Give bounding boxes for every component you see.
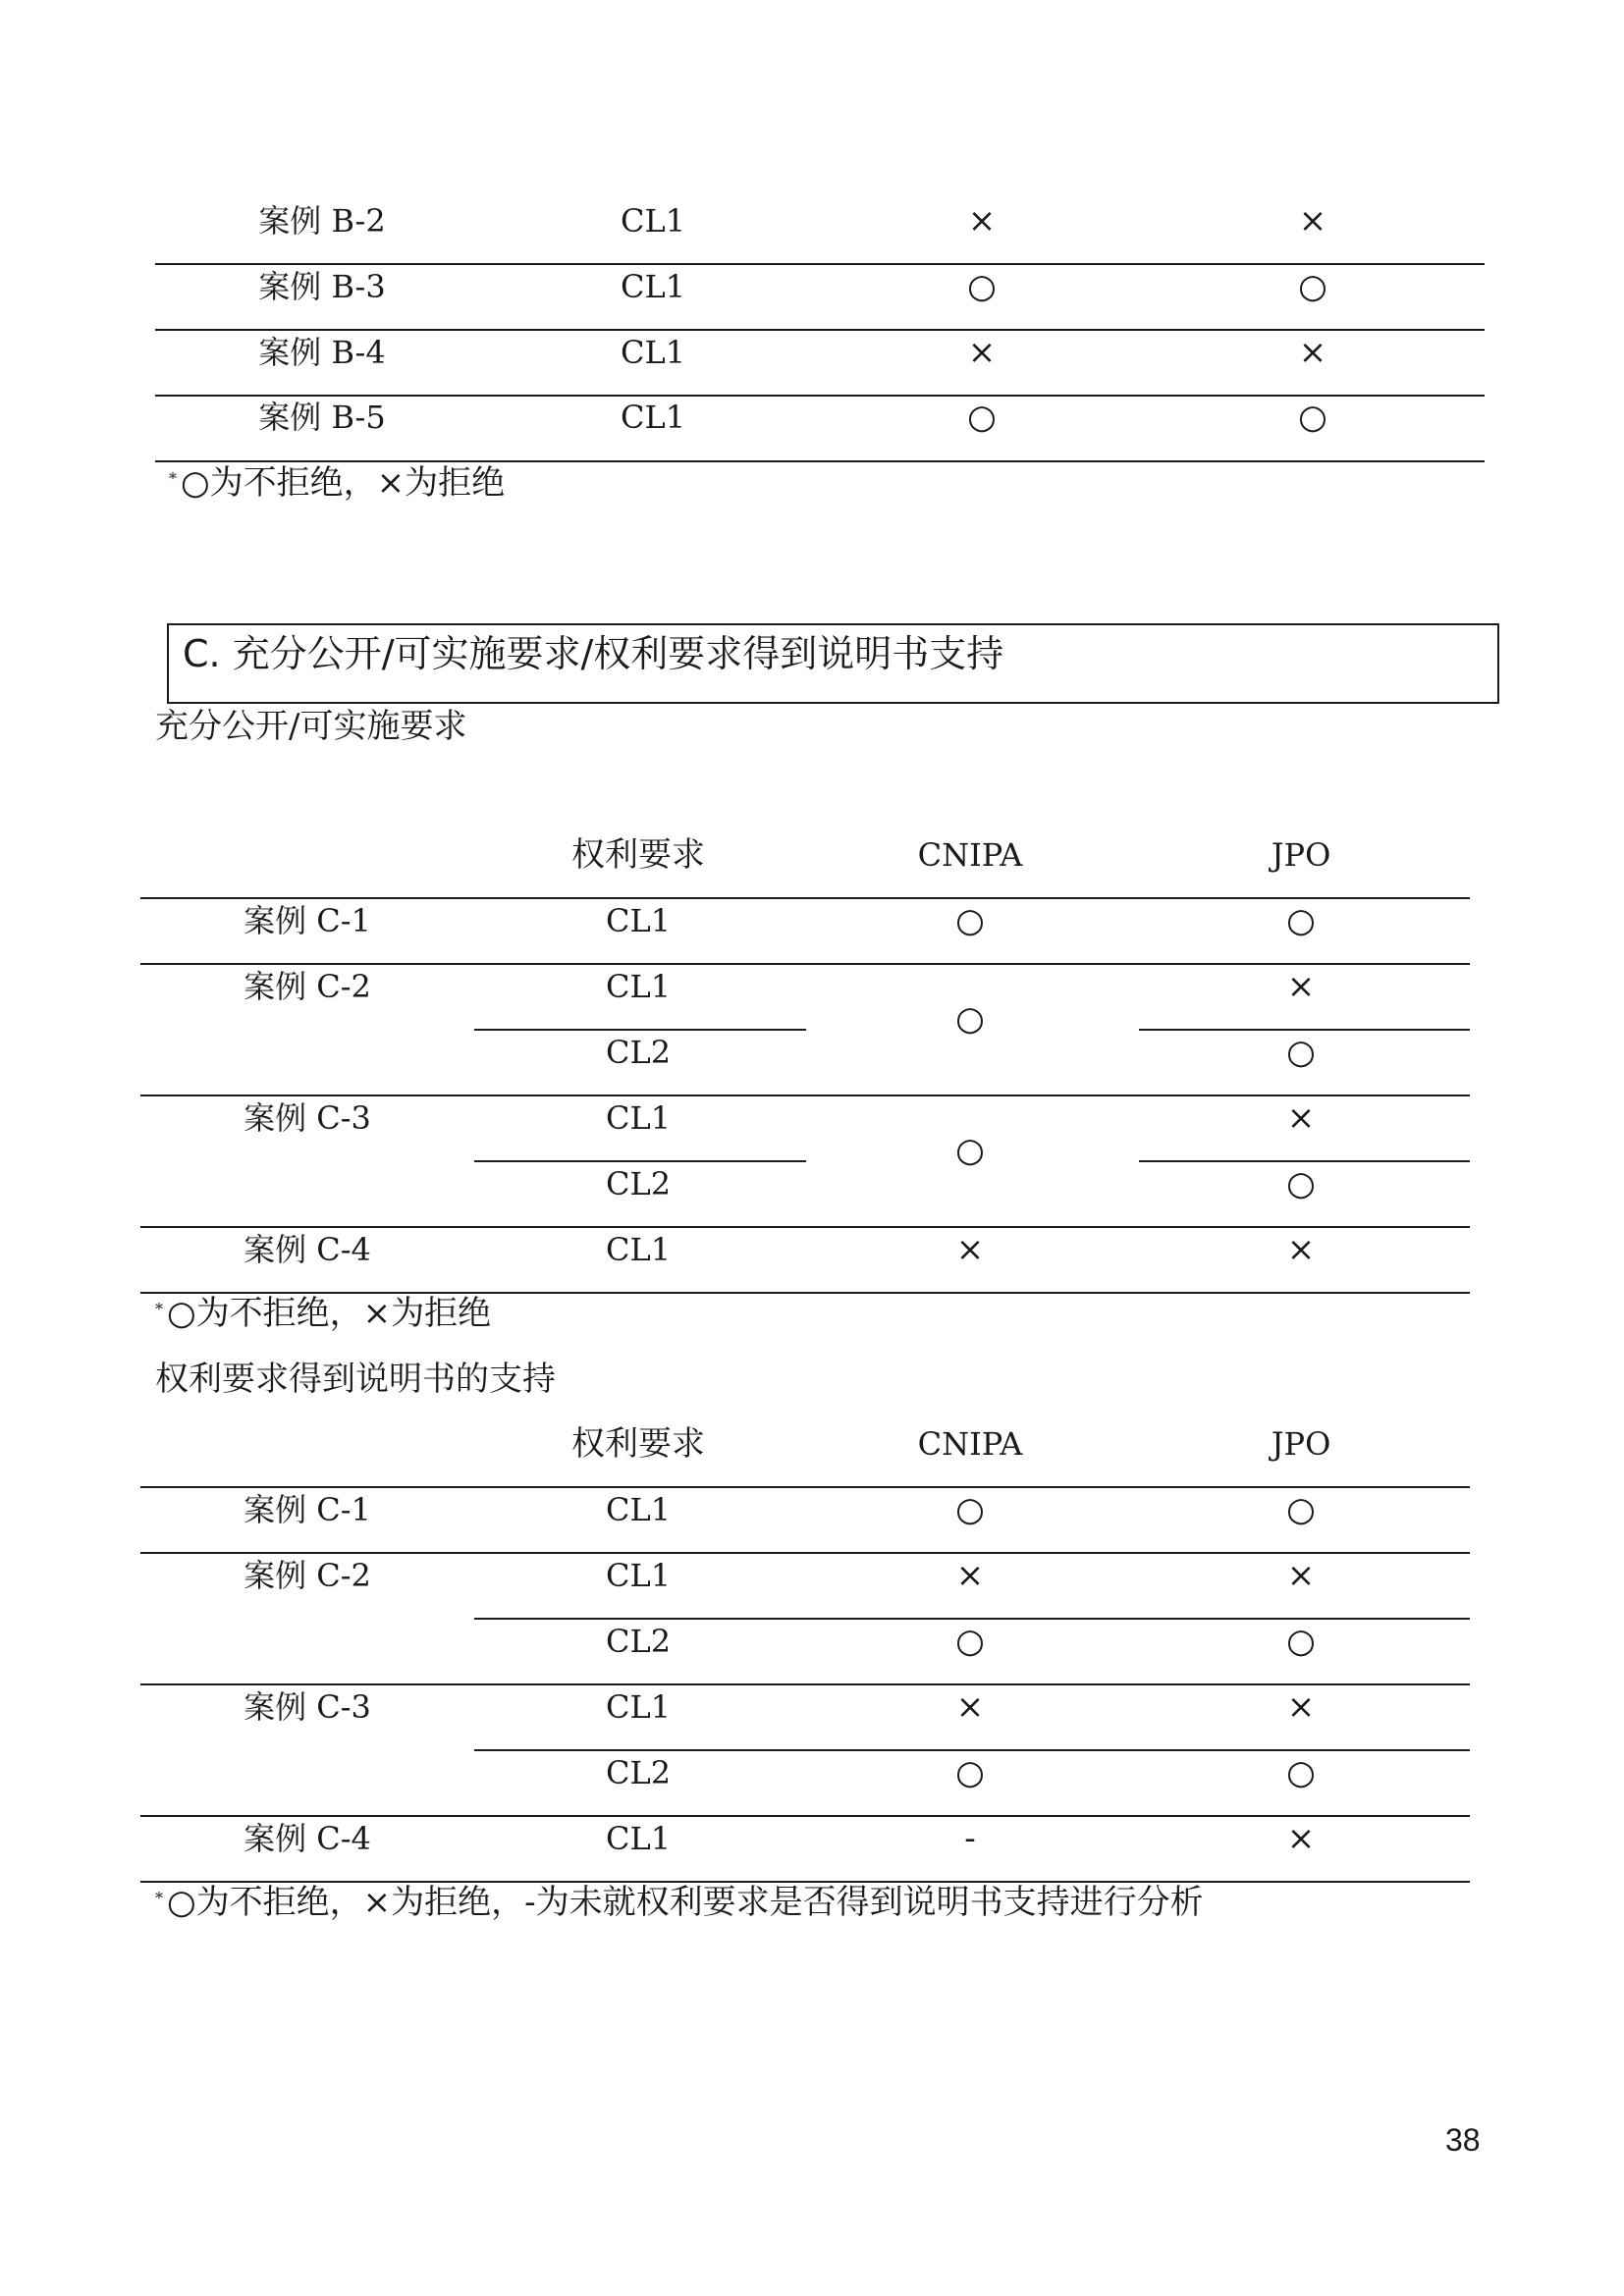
cnipa-cell: × xyxy=(967,333,997,372)
claim-cell: CL1 xyxy=(605,1491,672,1528)
row-divider xyxy=(140,1095,1470,1096)
page-number: 38 xyxy=(1445,2122,1481,2158)
jpo-cell: × xyxy=(1286,1687,1316,1727)
table-bottom-rule xyxy=(155,460,1485,462)
case-label: 案例 C-3 xyxy=(244,1688,371,1726)
sub-row-divider xyxy=(474,1160,806,1162)
table-heading: 充分公开/可实施要求 xyxy=(155,707,467,746)
row-divider xyxy=(140,1683,1470,1685)
cnipa-cell: ○ xyxy=(967,398,997,437)
cnipa-cell: × xyxy=(955,1230,985,1269)
claim-cell: CL2 xyxy=(605,1034,672,1071)
claim-cell: CL1 xyxy=(620,202,686,240)
case-label: 案例 B-5 xyxy=(258,399,386,436)
sub-row-divider xyxy=(1139,1160,1470,1162)
case-label: 案例 B-3 xyxy=(258,268,386,305)
header-rule xyxy=(140,897,1470,899)
table-heading: 权利要求得到说明书的支持 xyxy=(155,1360,556,1399)
cnipa-cell: × xyxy=(955,1687,985,1727)
jpo-cell: ○ xyxy=(1298,398,1327,437)
claim-cell: CL1 xyxy=(605,1820,672,1857)
cnipa-cell: × xyxy=(967,201,997,240)
claim-cell: CL1 xyxy=(620,268,686,305)
cnipa-cell: ○ xyxy=(955,1622,985,1661)
header-rule xyxy=(140,1486,1470,1488)
jpo-cell: ○ xyxy=(1286,1490,1316,1529)
claim-cell: CL1 xyxy=(605,1688,672,1726)
row-divider xyxy=(140,1226,1470,1228)
cnipa-cell: ○ xyxy=(955,1131,985,1170)
claim-cell: CL1 xyxy=(605,1557,672,1594)
row-divider xyxy=(155,263,1485,265)
claim-cell: CL1 xyxy=(620,334,686,371)
case-label: 案例 C-4 xyxy=(244,1231,371,1268)
cnipa-cell: × xyxy=(955,1556,985,1595)
column-header-claim: 权利要求 xyxy=(571,1424,705,1464)
footnote-mark: * xyxy=(169,469,177,488)
table-note xyxy=(155,1883,1204,1922)
jpo-cell: × xyxy=(1286,967,1316,1006)
case-label: 案例 C-2 xyxy=(244,968,371,1005)
column-header-jpo: JPO xyxy=(1271,1425,1331,1463)
column-header-claim: 权利要求 xyxy=(571,835,705,875)
jpo-cell: ○ xyxy=(1286,1164,1316,1203)
sub-row-divider xyxy=(474,1618,1470,1620)
case-label: 案例 C-4 xyxy=(244,1820,371,1857)
jpo-cell: × xyxy=(1286,1230,1316,1269)
cnipa-cell: - xyxy=(964,1819,976,1858)
jpo-cell: ○ xyxy=(1298,267,1327,306)
jpo-cell: × xyxy=(1298,201,1327,240)
case-label: 案例 C-2 xyxy=(244,1557,371,1594)
claim-cell: CL1 xyxy=(605,902,672,939)
jpo-cell: × xyxy=(1286,1098,1316,1138)
sub-row-divider xyxy=(474,1749,1470,1751)
table-note xyxy=(169,463,505,503)
jpo-cell: ○ xyxy=(1286,1033,1316,1072)
claim-cell: CL2 xyxy=(605,1754,672,1791)
claim-cell: CL1 xyxy=(605,1099,672,1137)
note-text: ○为不拒绝，×为拒绝 xyxy=(167,1294,492,1333)
table-note xyxy=(155,1294,491,1333)
jpo-cell: ○ xyxy=(1286,1753,1316,1792)
jpo-cell: ○ xyxy=(1286,1622,1316,1661)
sub-row-divider xyxy=(1139,1029,1470,1031)
cnipa-cell: ○ xyxy=(955,1490,985,1529)
cnipa-cell: ○ xyxy=(955,999,985,1039)
cnipa-cell: ○ xyxy=(955,901,985,940)
footnote-mark: * xyxy=(155,1300,163,1318)
jpo-cell: × xyxy=(1286,1819,1316,1858)
case-label: 案例 C-1 xyxy=(244,1491,371,1528)
sub-row-divider xyxy=(474,1029,806,1031)
column-header-jpo: JPO xyxy=(1271,836,1331,874)
row-divider xyxy=(155,395,1485,397)
claim-cell: CL2 xyxy=(605,1165,672,1202)
claim-cell: CL1 xyxy=(620,399,686,436)
column-header-cnipa: CNIPA xyxy=(917,1425,1023,1463)
jpo-cell: × xyxy=(1286,1556,1316,1595)
row-divider xyxy=(140,1815,1470,1817)
column-header-cnipa: CNIPA xyxy=(917,836,1023,874)
row-divider xyxy=(155,329,1485,331)
row-divider xyxy=(140,1552,1470,1554)
footnote-mark: * xyxy=(155,1889,163,1907)
claim-cell: CL1 xyxy=(605,968,672,1005)
cnipa-cell: ○ xyxy=(955,1753,985,1792)
note-text: ○为不拒绝，×为拒绝，-为未就权利要求是否得到说明书支持进行分析 xyxy=(167,1883,1204,1922)
section-c-title: C. 充分公开/可实施要求/权利要求得到说明书支持 xyxy=(183,632,1004,675)
claim-cell: CL1 xyxy=(605,1231,672,1268)
claim-cell: CL2 xyxy=(605,1623,672,1660)
case-label: 案例 C-3 xyxy=(244,1099,371,1137)
jpo-cell: ○ xyxy=(1286,901,1316,940)
jpo-cell: × xyxy=(1298,333,1327,372)
note-text: ○为不拒绝，×为拒绝 xyxy=(181,463,506,503)
case-label: 案例 B-4 xyxy=(258,334,386,371)
cnipa-cell: ○ xyxy=(967,267,997,306)
case-label: 案例 B-2 xyxy=(258,202,386,240)
case-label: 案例 C-1 xyxy=(244,902,371,939)
row-divider xyxy=(140,963,1470,965)
